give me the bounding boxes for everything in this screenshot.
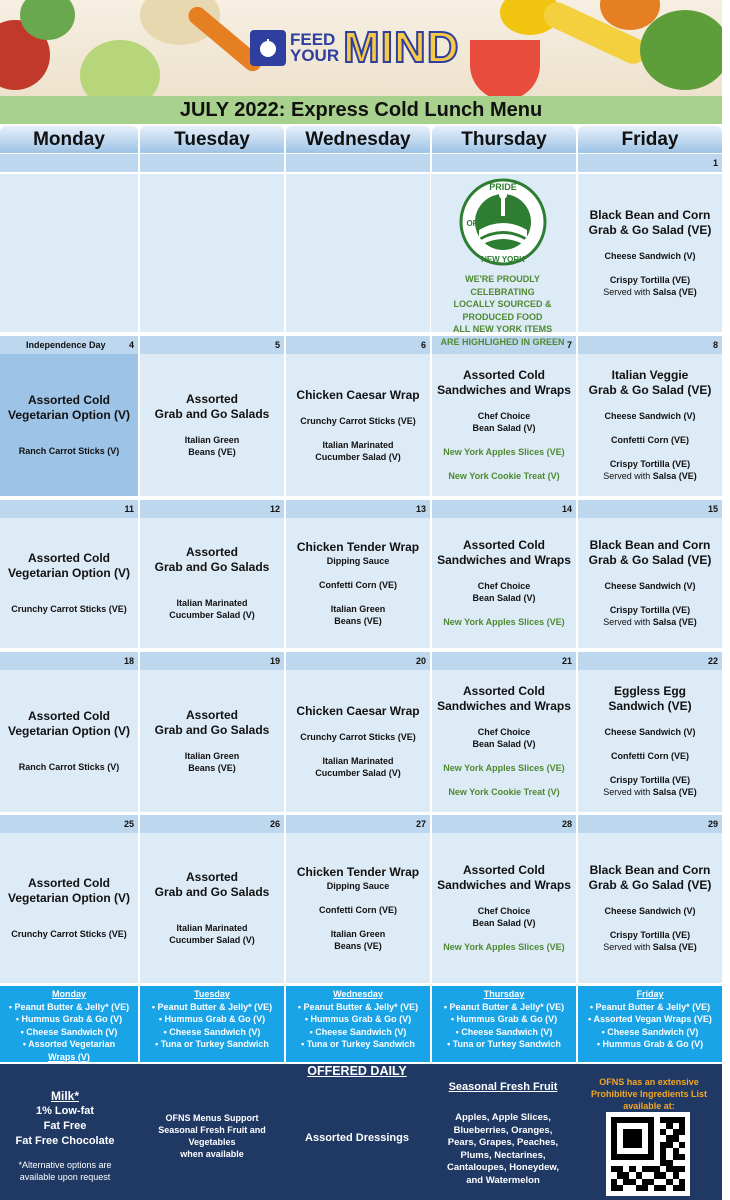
day-number: 7 [566,340,572,350]
watermelon-image [470,40,540,96]
day-number-strip [286,500,430,518]
menu-side-item: Chef Choice [477,727,531,737]
fruit-list-line: and Watermelon [466,1174,540,1186]
menu-side-item: Served with Salsa (VE) [603,287,697,297]
menu-side-item: Beans (VE) [188,763,236,773]
pride-message-line: CELEBRATING [470,286,535,297]
menu-item-title: Assorted Cold [27,709,110,723]
milk-option: 1% Low-fat [35,1105,95,1117]
daily-option-item: • Hummus Grab & Go (V) [15,1014,123,1024]
menu-side-item: Chef Choice [477,411,531,421]
menu-cell [578,518,722,648]
day-number-strip [140,652,284,670]
daily-option-item: • Hummus Grab & Go (V) [450,1014,558,1024]
menu-item-title: Grab and Go Salads [154,723,270,737]
daily-option-item: • Assorted Vegetarian [22,1039,116,1049]
menu-item-title: Chicken Tender Wrap [296,539,420,554]
day-number: 20 [415,656,426,666]
menu-side-item: Served with Salsa (VE) [603,617,697,627]
milk-heading: Milk* [50,1089,79,1103]
daily-options-wednesday [286,986,430,1062]
menu-side-item: Italian Green [330,928,386,939]
menu-side-item: Cheese Sandwich (V) [604,411,696,421]
milk-option: Fat Free [43,1120,87,1132]
day-number-strip [432,500,576,518]
offered-daily-heading: OFFERED DAILY [307,1064,407,1078]
menu-side-item: Cheese Sandwich (V) [604,727,696,737]
fruit-list-line: Blueberries, Oranges, [453,1124,553,1136]
menu-cell [140,670,284,812]
ingredients-note-line: OFNS has an extensive [599,1077,699,1087]
menu-item-title: Grab & Go Salad (VE) [588,553,712,567]
menu-side-item: Bean Salad (V) [472,423,536,433]
menu-item-title: Grab and Go Salads [154,560,270,574]
daily-option-item: • Hummus Grab & Go (V) [158,1014,266,1024]
menu-title-bar [0,96,722,124]
ny-local-item: New York Apples Slices (VE) [443,763,565,773]
menu-side-item: Crunchy Carrot Sticks (VE) [300,415,416,426]
menu-side-item: Chef Choice [477,906,531,916]
menu-item-title: Sandwiches and Wraps [437,383,571,397]
logo-mind-text: MIND [343,23,460,72]
milk-note: *Alternative options are available upon request [18,1160,112,1182]
menu-cell [432,354,576,496]
daily-option-item: • Cheese Sandwich (V) [20,1026,118,1037]
menu-item-title: Vegetarian Option (V) [7,724,130,738]
day-number: 21 [561,656,572,666]
menu-side-item: Crispy Tortilla (VE) [609,459,691,469]
menu-side-item: Italian Green [184,751,240,761]
menu-cell [578,670,722,812]
day-number: 29 [707,819,718,829]
menu-side-item: Ranch Carrot Sticks (V) [18,762,120,772]
daily-option-item: • Assorted Vegan Wraps (VE) [588,1014,712,1024]
seasonal-fruit-heading: Seasonal Fresh Fruit [448,1081,558,1093]
day-number: 13 [415,504,426,514]
logo-your-text: YOUR [290,46,340,65]
menu-side-item: Crispy Tortilla (VE) [609,775,691,785]
daily-option-item: • Peanut Butter & Jelly* (VE) [443,1001,565,1012]
daily-option-item: Wraps (V) [48,1051,90,1062]
menu-item-title: Vegetarian Option (V) [7,408,130,422]
menu-cell [0,174,138,332]
menu-side-item: Beans (VE) [334,615,382,626]
milk-option: Fat Free Chocolate [15,1135,115,1147]
daily-option-item: • Tuna or Turkey Sandwich [447,1039,561,1049]
menu-item-title: Vegetarian Option (V) [7,566,130,580]
ny-local-item: New York Cookie Treat (V) [448,471,560,481]
salsa-label: Salsa (VE) [652,617,697,627]
menu-cell [578,833,722,983]
support-text-line: OFNS Menus Support [165,1113,259,1123]
day-number: 28 [561,819,572,829]
menu-item-title: Chicken Caesar Wrap [296,387,420,402]
ingredients-note-line: Prohibitive Ingredients List [590,1089,707,1099]
menu-cell [0,833,138,983]
day-number-strip [578,336,722,354]
day-number-strip [140,154,284,172]
holiday-label: Independence Day [26,340,106,350]
menu-cell [0,518,138,648]
menu-cell [286,354,430,496]
menu-item-title: Chicken Caesar Wrap [296,703,420,718]
daily-options-heading: Monday [51,989,86,999]
prohibitive-ingredients-note [578,1076,720,1112]
feed-your-mind-logo [250,22,472,74]
fruit-list-line: Apples, Apple Slices, [455,1112,551,1123]
salsa-label: Salsa (VE) [652,287,697,297]
ofns-support-text [142,1112,282,1160]
menu-item-title: Assorted [185,392,238,406]
daily-option-item: • Cheese Sandwich (V) [309,1026,407,1037]
menu-cell [578,174,722,332]
day-number: 6 [420,340,426,350]
pride-of-ny-cell [431,174,574,347]
day-number-strip [578,815,722,833]
menu-cell [286,833,430,983]
menu-side-item: Bean Salad (V) [472,918,536,928]
fruit-list-line: Pears, Grapes, Peaches, [447,1137,559,1148]
menu-item-title: Italian Veggie [611,368,689,382]
menu-side-item: Confetti Corn (VE) [611,435,689,445]
day-number: 11 [124,504,134,514]
day-number: 22 [707,656,718,666]
header-banner [0,0,722,96]
day-number-strip [140,336,284,354]
menu-side-item: Cucumber Salad (V) [315,451,401,462]
daily-option-item: • Peanut Butter & Jelly* (VE) [297,1001,419,1012]
menu-cell [140,174,284,332]
menu-side-item: Cucumber Salad (V) [169,935,255,945]
menu-side-item: Ranch Carrot Sticks (V) [18,446,120,456]
menu-cell [140,833,284,983]
day-number-strip [286,652,430,670]
pride-message-line: ALL NEW YORK ITEMS [452,324,553,334]
daily-options-friday [578,986,722,1062]
menu-item-title: Eggless Egg [613,684,687,698]
menu-side-item: Italian Marinated [322,755,394,766]
seasonal-fruit-column [432,1080,574,1187]
day-number-strip [432,652,576,670]
day-number-strip [140,500,284,518]
menu-item-title: Assorted Cold [462,684,545,698]
daily-option-item: • Peanut Butter & Jelly* (VE) [8,1001,130,1012]
daily-options-tuesday [140,986,284,1062]
menu-cell [432,518,576,648]
menu-side-item: Crunchy Carrot Sticks (VE) [11,604,127,614]
menu-item-title: Sandwich (VE) [608,699,692,713]
day-number-strip [432,815,576,833]
qr-code-icon[interactable] [606,1112,690,1196]
fruit-list-line: Plums, Nectarines, [460,1149,546,1161]
salsa-label: Salsa (VE) [652,942,697,952]
menu-item-title: Assorted [185,708,238,722]
day-number-strip [286,336,430,354]
daily-options-heading: Tuesday [194,989,230,999]
menu-cell [140,518,284,648]
day-number: 4 [128,340,134,350]
pride-of-new-york-icon [459,178,547,266]
day-header-friday: Friday [578,126,722,153]
day-number-strip [578,154,722,172]
day-number-strip [140,815,284,833]
menu-item-title: Assorted Cold [462,368,545,382]
menu-side-item: Confetti Corn (VE) [611,751,689,761]
menu-side-item: Dipping Sauce [326,555,390,566]
day-number: 12 [269,504,280,514]
daily-options-heading: Friday [636,989,664,999]
menu-side-item: Crispy Tortilla (VE) [609,605,691,615]
day-number-strip [0,815,138,833]
day-number: 19 [269,656,280,666]
cabbage-image [80,40,160,96]
pride-message-line: LOCALLY SOURCED & [453,299,552,309]
day-number: 15 [707,504,718,514]
menu-side-item: Crispy Tortilla (VE) [609,275,691,285]
menu-side-item: Crunchy Carrot Sticks (VE) [300,731,416,742]
day-header-monday: Monday [0,126,138,153]
daily-options-thursday [432,986,576,1062]
menu-cell [286,670,430,812]
menu-item-title: Grab & Go Salad (VE) [588,383,712,397]
page-title: JULY 2022: Express Cold Lunch Menu [179,98,543,121]
day-number-strip [286,815,430,833]
menu-item-title: Assorted Cold [462,863,545,877]
menu-side-item: Italian Marinated [322,439,394,450]
daily-options-heading: Thursday [483,989,525,999]
day-number: 14 [561,504,572,514]
ny-local-item: New York Apples Slices (VE) [443,447,565,457]
milk-column [0,1088,130,1183]
menu-item-title: Assorted Cold [27,876,110,890]
day-number-strip [0,500,138,518]
day-number: 8 [712,340,718,350]
daily-option-item: • Cheese Sandwich (V) [455,1026,553,1037]
menu-item-title: Sandwiches and Wraps [437,699,571,713]
menu-side-item: Italian Green [184,435,240,445]
menu-side-item: Bean Salad (V) [472,593,536,603]
daily-option-item: • Cheese Sandwich (V) [163,1026,261,1037]
menu-item-title: Sandwiches and Wraps [437,553,571,567]
menu-item-title: Sandwiches and Wraps [437,878,571,892]
menu-cell [286,518,430,648]
menu-item-title: Grab & Go Salad (VE) [588,878,712,892]
day-number-strip [0,336,138,354]
apple-logo-icon [250,30,286,66]
day-header-tuesday: Tuesday [140,126,284,153]
menu-side-item: Italian Green [330,603,386,614]
menu-cell [286,174,430,332]
menu-side-item: Bean Salad (V) [472,739,536,749]
menu-item-title: Grab & Go Salad (VE) [588,223,712,237]
menu-side-item: Cheese Sandwich (V) [604,581,696,591]
menu-item-title: Assorted Cold [27,551,110,565]
support-text-line: Vegetables [188,1137,236,1147]
day-number: 26 [269,819,280,829]
menu-side-item: Served with Salsa (VE) [603,787,697,797]
daily-option-item: • Hummus Grab & Go (V) [304,1014,412,1024]
menu-cell [432,833,576,983]
logo-feed-text: FEED [290,30,336,49]
support-text-line: Seasonal Fresh Fruit and [158,1125,266,1135]
daily-option-item: • Cheese Sandwich (V) [601,1026,699,1037]
menu-side-item: Beans (VE) [188,447,236,457]
day-number: 1 [712,158,718,168]
daily-option-item: • Peanut Butter & Jelly* (VE) [151,1001,273,1012]
pride-message-line: WE'RE PROUDLY [465,274,540,284]
ny-local-item: New York Apples Slices (VE) [443,942,565,952]
day-number: 25 [123,819,134,829]
menu-item-title: Vegetarian Option (V) [7,891,130,905]
menu-item-title: Grab and Go Salads [154,407,270,421]
ny-local-item: New York Cookie Treat (V) [448,787,560,797]
salsa-label: Salsa (VE) [652,471,697,481]
menu-side-item: Cheese Sandwich (V) [604,906,696,916]
broccoli-image [640,10,722,90]
menu-side-item: Italian Marinated [176,598,248,608]
day-number: 27 [415,819,426,829]
menu-side-item: Chef Choice [477,581,531,591]
day-number-strip [0,652,138,670]
menu-cell [140,354,284,496]
menu-item-title: Chicken Tender Wrap [296,864,420,879]
menu-item-title: Assorted [185,870,238,884]
menu-side-item: Beans (VE) [334,940,382,951]
day-number-strip [286,154,430,172]
menu-side-item: Confetti Corn (VE) [319,579,397,590]
day-header-wednesday: Wednesday [286,126,430,153]
assorted-dressings: Assorted Dressings [305,1132,409,1144]
menu-side-item: Cucumber Salad (V) [169,610,255,620]
pride-badge-top-text: PRIDE [488,182,517,192]
daily-option-item: • Hummus Grab & Go (V) [596,1039,704,1049]
day-number-strip [432,154,576,172]
day-header-thursday: Thursday [432,126,576,153]
menu-side-item: Dipping Sauce [326,880,390,891]
ny-local-item: New York Apples Slices (VE) [443,617,565,627]
menu-item-title: Black Bean and Corn [589,538,711,552]
daily-options-monday [0,986,138,1062]
day-number-strip [0,154,138,172]
menu-side-item: Crispy Tortilla (VE) [609,930,691,940]
support-text-line: when available [180,1149,244,1159]
pride-badge-of-text: OF [465,219,478,228]
pride-badge-bottom-text: NEW YORK [480,255,525,264]
pride-message-line: ARE HIGHLIGHED IN GREEN [440,336,565,347]
menu-side-item: Served with Salsa (VE) [603,942,697,952]
ingredients-note-line: available at: [623,1101,675,1111]
pride-message-line: PRODUCED FOOD [462,311,543,322]
salsa-label: Salsa (VE) [652,787,697,797]
daily-option-item: • Peanut Butter & Jelly* (VE) [589,1001,711,1012]
day-number: 5 [274,340,280,350]
menu-item-title: Black Bean and Corn [589,208,711,222]
menu-side-item: Cheese Sandwich (V) [604,251,696,261]
menu-side-item: Confetti Corn (VE) [319,904,397,915]
menu-side-item: Italian Marinated [176,923,248,933]
menu-item-title: Grab and Go Salads [154,885,270,899]
day-number-strip [578,652,722,670]
menu-item-title: Assorted Cold [27,393,110,407]
menu-side-item: Cucumber Salad (V) [315,767,401,778]
daily-option-item: • Tuna or Turkey Sandwich [301,1039,415,1049]
menu-cell [0,670,138,812]
menu-cell [432,670,576,812]
fruit-list-line: Cantaloupes, Honeydew, [446,1162,560,1173]
menu-cell [0,354,138,496]
menu-side-item: Served with Salsa (VE) [603,471,697,481]
day-number: 18 [123,656,134,666]
daily-option-item: • Tuna or Turkey Sandwich [155,1039,269,1049]
menu-side-item: Crunchy Carrot Sticks (VE) [11,929,127,939]
menu-cell [578,354,722,496]
menu-item-title: Black Bean and Corn [589,863,711,877]
menu-item-title: Assorted Cold [462,538,545,552]
menu-item-title: Assorted [185,545,238,559]
day-number-strip [578,500,722,518]
daily-options-heading: Wednesday [333,989,383,999]
